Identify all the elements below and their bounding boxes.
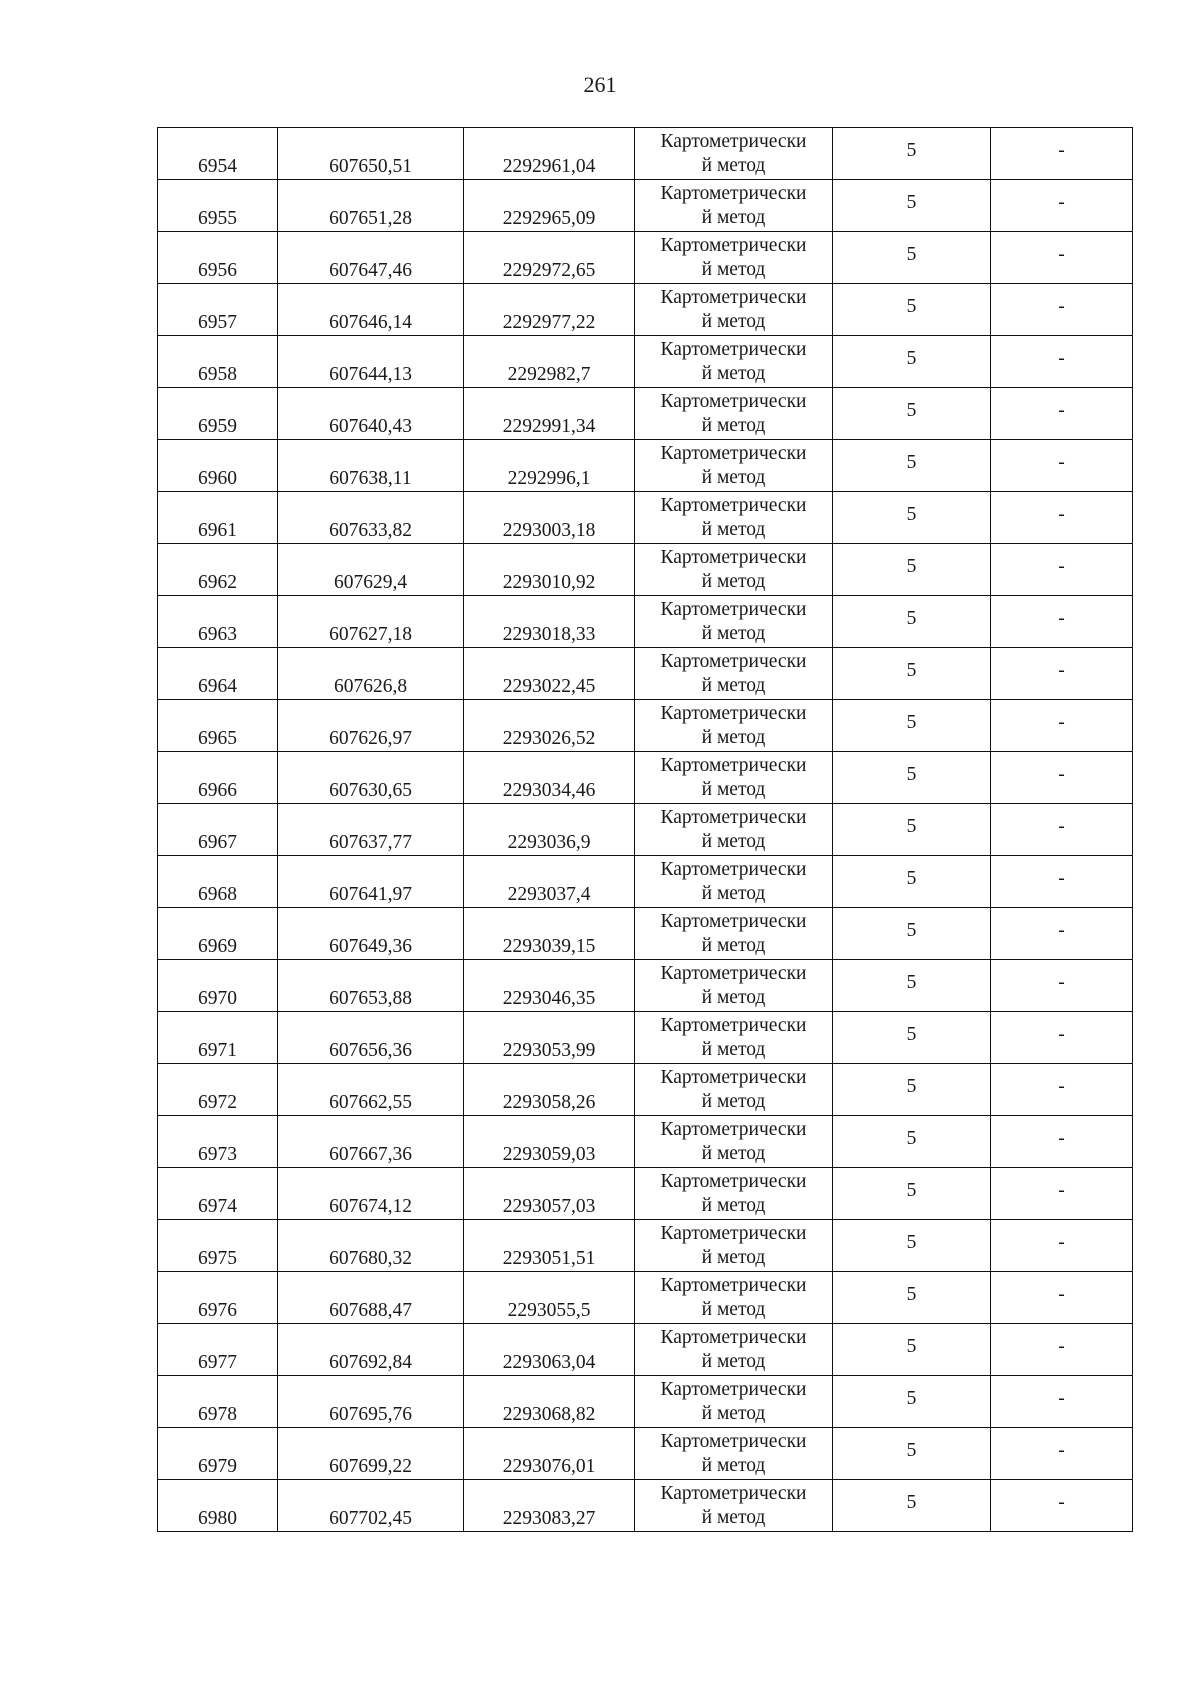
y-coordinate-cell: 2293083,27 [464, 1480, 635, 1532]
method-cell [635, 388, 833, 440]
method-line-2: й метод [701, 1402, 766, 1424]
table-row [158, 128, 1133, 180]
method-line-2: й метод [701, 1090, 766, 1112]
accuracy-cell: 5 [833, 1376, 991, 1428]
point-number-cell: 6961 [158, 492, 278, 544]
accuracy-cell: 5 [833, 804, 991, 856]
y-coordinate-cell: 2293051,51 [464, 1220, 635, 1272]
accuracy-cell: 5 [833, 544, 991, 596]
method-cell [635, 1428, 833, 1480]
point-number-cell: 6958 [158, 336, 278, 388]
method-line-2: й метод [701, 154, 766, 176]
note-cell: - [991, 908, 1133, 960]
accuracy-cell: 5 [833, 180, 991, 232]
y-coordinate-cell: 2292996,1 [464, 440, 635, 492]
table-row [158, 232, 1133, 284]
point-number-cell: 6964 [158, 648, 278, 700]
method-line-2: й метод [701, 1038, 766, 1060]
table-row [158, 1064, 1133, 1116]
accuracy-cell: 5 [833, 908, 991, 960]
note-cell: - [991, 388, 1133, 440]
method-line-1: Картометрически [660, 754, 807, 776]
note-cell: - [991, 1220, 1133, 1272]
point-number-cell: 6959 [158, 388, 278, 440]
table-row [158, 180, 1133, 232]
note-cell: - [991, 1272, 1133, 1324]
method-line-1: Картометрически [660, 1378, 807, 1400]
table-row [158, 908, 1133, 960]
y-coordinate-cell: 2293055,5 [464, 1272, 635, 1324]
coordinates-table [157, 127, 1133, 1532]
y-coordinate-cell: 2293046,35 [464, 960, 635, 1012]
method-cell [635, 960, 833, 1012]
method-line-1: Картометрически [660, 1482, 807, 1504]
x-coordinate-cell: 607692,84 [278, 1324, 464, 1376]
point-number-cell: 6979 [158, 1428, 278, 1480]
accuracy-cell: 5 [833, 1220, 991, 1272]
y-coordinate-cell: 2292982,7 [464, 336, 635, 388]
method-cell [635, 180, 833, 232]
note-cell: - [991, 180, 1133, 232]
x-coordinate-cell: 607674,12 [278, 1168, 464, 1220]
method-line-2: й метод [701, 622, 766, 644]
accuracy-cell: 5 [833, 440, 991, 492]
method-line-1: Картометрически [660, 1170, 807, 1192]
x-coordinate-cell: 607702,45 [278, 1480, 464, 1532]
point-number-cell: 6973 [158, 1116, 278, 1168]
table-row [158, 388, 1133, 440]
y-coordinate-cell: 2293034,46 [464, 752, 635, 804]
note-cell: - [991, 1428, 1133, 1480]
accuracy-cell: 5 [833, 752, 991, 804]
y-coordinate-cell: 2293039,15 [464, 908, 635, 960]
note-cell: - [991, 1480, 1133, 1532]
x-coordinate-cell: 607656,36 [278, 1012, 464, 1064]
note-cell: - [991, 544, 1133, 596]
method-line-2: й метод [701, 258, 766, 280]
note-cell: - [991, 960, 1133, 1012]
x-coordinate-cell: 607651,28 [278, 180, 464, 232]
table-row [158, 960, 1133, 1012]
method-cell [635, 284, 833, 336]
x-coordinate-cell: 607649,36 [278, 908, 464, 960]
method-line-2: й метод [701, 362, 766, 384]
y-coordinate-cell: 2293059,03 [464, 1116, 635, 1168]
x-coordinate-cell: 607650,51 [278, 128, 464, 180]
accuracy-cell: 5 [833, 128, 991, 180]
table-row [158, 492, 1133, 544]
x-coordinate-cell: 607638,11 [278, 440, 464, 492]
accuracy-cell: 5 [833, 1116, 991, 1168]
y-coordinate-cell: 2293026,52 [464, 700, 635, 752]
note-cell: - [991, 232, 1133, 284]
method-line-2: й метод [701, 830, 766, 852]
note-cell: - [991, 128, 1133, 180]
point-number-cell: 6963 [158, 596, 278, 648]
table-row [158, 1376, 1133, 1428]
method-line-1: Картометрически [660, 546, 807, 568]
method-line-1: Картометрически [660, 702, 807, 724]
method-line-2: й метод [701, 518, 766, 540]
table-row [158, 1428, 1133, 1480]
x-coordinate-cell: 607633,82 [278, 492, 464, 544]
x-coordinate-cell: 607637,77 [278, 804, 464, 856]
accuracy-cell: 5 [833, 492, 991, 544]
method-cell [635, 1064, 833, 1116]
table-row [158, 336, 1133, 388]
note-cell: - [991, 440, 1133, 492]
note-cell: - [991, 804, 1133, 856]
note-cell: - [991, 1324, 1133, 1376]
method-line-1: Картометрически [660, 1430, 807, 1452]
y-coordinate-cell: 2292972,65 [464, 232, 635, 284]
method-line-1: Картометрически [660, 494, 807, 516]
y-coordinate-cell: 2293010,92 [464, 544, 635, 596]
note-cell: - [991, 596, 1133, 648]
method-cell [635, 492, 833, 544]
note-cell: - [991, 1012, 1133, 1064]
note-cell: - [991, 700, 1133, 752]
method-line-1: Картометрически [660, 442, 807, 464]
point-number-cell: 6965 [158, 700, 278, 752]
note-cell: - [991, 856, 1133, 908]
accuracy-cell: 5 [833, 1012, 991, 1064]
point-number-cell: 6975 [158, 1220, 278, 1272]
accuracy-cell: 5 [833, 1480, 991, 1532]
method-line-1: Картометрически [660, 130, 807, 152]
y-coordinate-cell: 2293053,99 [464, 1012, 635, 1064]
x-coordinate-cell: 607662,55 [278, 1064, 464, 1116]
y-coordinate-cell: 2292991,34 [464, 388, 635, 440]
method-cell [635, 1376, 833, 1428]
point-number-cell: 6966 [158, 752, 278, 804]
table-row [158, 596, 1133, 648]
note-cell: - [991, 1376, 1133, 1428]
page-number: 261 [583, 72, 617, 97]
accuracy-cell: 5 [833, 960, 991, 1012]
method-line-2: й метод [701, 310, 766, 332]
method-line-1: Картометрически [660, 1326, 807, 1348]
accuracy-cell: 5 [833, 336, 991, 388]
method-cell [635, 752, 833, 804]
method-cell [635, 232, 833, 284]
table-row [158, 1480, 1133, 1532]
point-number-cell: 6955 [158, 180, 278, 232]
method-line-1: Картометрически [660, 234, 807, 256]
accuracy-cell: 5 [833, 1428, 991, 1480]
y-coordinate-cell: 2292965,09 [464, 180, 635, 232]
y-coordinate-cell: 2293036,9 [464, 804, 635, 856]
method-cell [635, 1272, 833, 1324]
table-row [158, 284, 1133, 336]
method-line-2: й метод [701, 674, 766, 696]
note-cell: - [991, 492, 1133, 544]
method-line-1: Картометрически [660, 390, 807, 412]
point-number-cell: 6954 [158, 128, 278, 180]
method-line-2: й метод [701, 206, 766, 228]
y-coordinate-cell: 2293063,04 [464, 1324, 635, 1376]
table-row [158, 1116, 1133, 1168]
method-line-2: й метод [701, 414, 766, 436]
accuracy-cell: 5 [833, 1168, 991, 1220]
y-coordinate-cell: 2293058,26 [464, 1064, 635, 1116]
method-line-2: й метод [701, 986, 766, 1008]
method-line-2: й метод [701, 1506, 766, 1528]
method-line-1: Картометрически [660, 338, 807, 360]
accuracy-cell: 5 [833, 284, 991, 336]
method-line-1: Картометрически [660, 1118, 807, 1140]
point-number-cell: 6972 [158, 1064, 278, 1116]
point-number-cell: 6970 [158, 960, 278, 1012]
method-line-1: Картометрически [660, 1222, 807, 1244]
table-row [158, 1220, 1133, 1272]
method-cell [635, 596, 833, 648]
point-number-cell: 6977 [158, 1324, 278, 1376]
accuracy-cell: 5 [833, 596, 991, 648]
point-number-cell: 6974 [158, 1168, 278, 1220]
x-coordinate-cell: 607688,47 [278, 1272, 464, 1324]
method-cell [635, 1220, 833, 1272]
accuracy-cell: 5 [833, 648, 991, 700]
x-coordinate-cell: 607695,76 [278, 1376, 464, 1428]
y-coordinate-cell: 2292977,22 [464, 284, 635, 336]
accuracy-cell: 5 [833, 388, 991, 440]
method-line-1: Картометрически [660, 858, 807, 880]
point-number-cell: 6956 [158, 232, 278, 284]
x-coordinate-cell: 607647,46 [278, 232, 464, 284]
method-cell [635, 648, 833, 700]
point-number-cell: 6957 [158, 284, 278, 336]
point-number-cell: 6962 [158, 544, 278, 596]
method-line-2: й метод [701, 570, 766, 592]
note-cell: - [991, 1116, 1133, 1168]
table-row [158, 856, 1133, 908]
x-coordinate-cell: 607653,88 [278, 960, 464, 1012]
method-line-1: Картометрически [660, 182, 807, 204]
x-coordinate-cell: 607641,97 [278, 856, 464, 908]
method-cell [635, 700, 833, 752]
accuracy-cell: 5 [833, 700, 991, 752]
method-line-2: й метод [701, 726, 766, 748]
note-cell: - [991, 1064, 1133, 1116]
x-coordinate-cell: 607626,97 [278, 700, 464, 752]
x-coordinate-cell: 607646,14 [278, 284, 464, 336]
note-cell: - [991, 336, 1133, 388]
note-cell: - [991, 284, 1133, 336]
x-coordinate-cell: 607629,4 [278, 544, 464, 596]
point-number-cell: 6971 [158, 1012, 278, 1064]
x-coordinate-cell: 607644,13 [278, 336, 464, 388]
y-coordinate-cell: 2293037,4 [464, 856, 635, 908]
note-cell: - [991, 1168, 1133, 1220]
table-row [158, 544, 1133, 596]
y-coordinate-cell: 2293003,18 [464, 492, 635, 544]
table-row [158, 1012, 1133, 1064]
method-line-1: Картометрически [660, 1014, 807, 1036]
method-line-1: Картометрически [660, 910, 807, 932]
table-row [158, 1272, 1133, 1324]
method-line-2: й метод [701, 1246, 766, 1268]
method-cell [635, 1116, 833, 1168]
method-line-1: Картометрически [660, 286, 807, 308]
method-cell [635, 1012, 833, 1064]
method-line-2: й метод [701, 1194, 766, 1216]
x-coordinate-cell: 607680,32 [278, 1220, 464, 1272]
point-number-cell: 6960 [158, 440, 278, 492]
accuracy-cell: 5 [833, 1272, 991, 1324]
method-line-2: й метод [701, 934, 766, 956]
x-coordinate-cell: 607667,36 [278, 1116, 464, 1168]
method-cell [635, 440, 833, 492]
table-row [158, 700, 1133, 752]
method-cell [635, 544, 833, 596]
accuracy-cell: 5 [833, 232, 991, 284]
method-line-2: й метод [701, 1454, 766, 1476]
y-coordinate-cell: 2293018,33 [464, 596, 635, 648]
method-line-2: й метод [701, 882, 766, 904]
x-coordinate-cell: 607630,65 [278, 752, 464, 804]
y-coordinate-cell: 2293022,45 [464, 648, 635, 700]
method-line-1: Картометрически [660, 1066, 807, 1088]
point-number-cell: 6968 [158, 856, 278, 908]
table-row [158, 752, 1133, 804]
method-line-2: й метод [701, 1350, 766, 1372]
table-body [158, 128, 1133, 1532]
method-cell [635, 1168, 833, 1220]
method-line-1: Картометрически [660, 806, 807, 828]
y-coordinate-cell: 2292961,04 [464, 128, 635, 180]
method-line-1: Картометрически [660, 962, 807, 984]
table-row [158, 440, 1133, 492]
x-coordinate-cell: 607626,8 [278, 648, 464, 700]
method-cell [635, 336, 833, 388]
method-line-1: Картометрически [660, 650, 807, 672]
accuracy-cell: 5 [833, 1324, 991, 1376]
x-coordinate-cell: 607640,43 [278, 388, 464, 440]
method-cell [635, 1324, 833, 1376]
point-number-cell: 6969 [158, 908, 278, 960]
table-row [158, 648, 1133, 700]
point-number-cell: 6976 [158, 1272, 278, 1324]
x-coordinate-cell: 607627,18 [278, 596, 464, 648]
x-coordinate-cell: 607699,22 [278, 1428, 464, 1480]
y-coordinate-cell: 2293076,01 [464, 1428, 635, 1480]
method-line-1: Картометрически [660, 1274, 807, 1296]
table-row [158, 1168, 1133, 1220]
method-line-2: й метод [701, 1298, 766, 1320]
y-coordinate-cell: 2293057,03 [464, 1168, 635, 1220]
y-coordinate-cell: 2293068,82 [464, 1376, 635, 1428]
point-number-cell: 6980 [158, 1480, 278, 1532]
accuracy-cell: 5 [833, 1064, 991, 1116]
method-line-1: Картометрически [660, 598, 807, 620]
point-number-cell: 6978 [158, 1376, 278, 1428]
method-cell [635, 1480, 833, 1532]
table-row [158, 1324, 1133, 1376]
method-cell [635, 804, 833, 856]
method-line-2: й метод [701, 1142, 766, 1164]
note-cell: - [991, 648, 1133, 700]
method-cell [635, 908, 833, 960]
method-cell [635, 128, 833, 180]
note-cell: - [991, 752, 1133, 804]
method-cell [635, 856, 833, 908]
accuracy-cell: 5 [833, 856, 991, 908]
point-number-cell: 6967 [158, 804, 278, 856]
method-line-2: й метод [701, 466, 766, 488]
method-line-2: й метод [701, 778, 766, 800]
table-row [158, 804, 1133, 856]
